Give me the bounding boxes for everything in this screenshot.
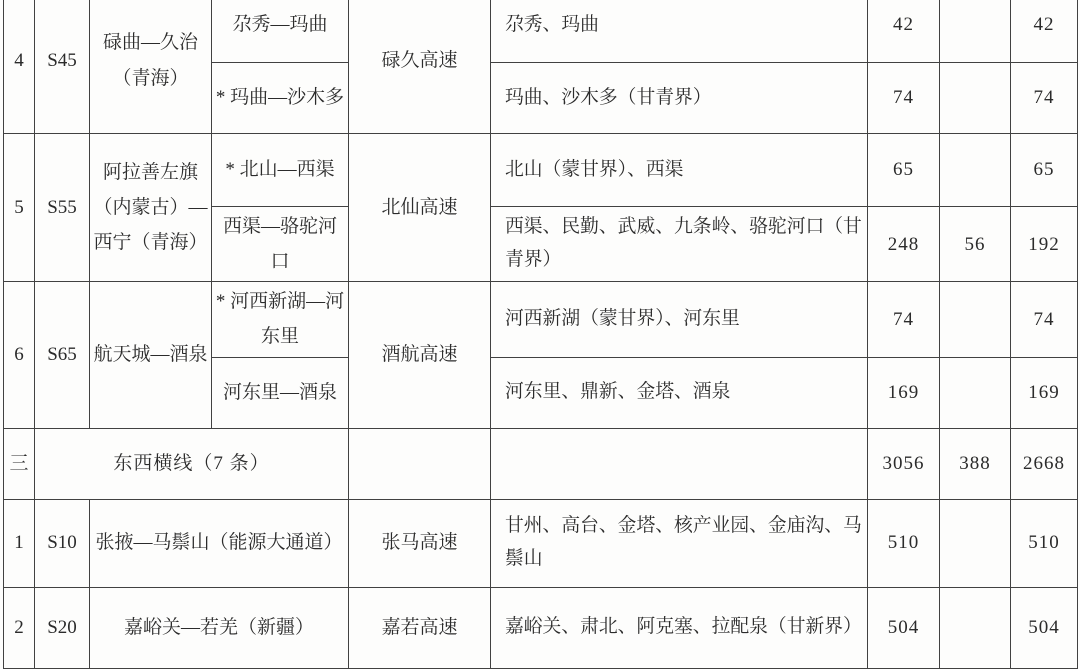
table-row bbox=[4, 499, 1078, 587]
control-points-cell: 甘州、高台、金塔、核产业园、金庙沟、马鬃山 bbox=[491, 499, 868, 587]
distance-total-cell: 65 bbox=[868, 134, 940, 207]
row-index-cell: 6 bbox=[4, 282, 35, 428]
distance-mid-cell bbox=[940, 357, 1011, 428]
control-points-cell: 尕秀、玛曲 bbox=[491, 0, 868, 63]
scanned-table-sheet bbox=[3, 0, 1078, 669]
table-row bbox=[4, 282, 1078, 357]
route-code-cell: S55 bbox=[35, 134, 90, 282]
segment-cell: 尕秀—玛曲 bbox=[212, 0, 349, 63]
control-points-cell: 西渠、民勤、武威、九条岭、骆驼河口（甘青界） bbox=[491, 207, 868, 282]
route-name-cell: 张掖—马鬃山（能源大通道） bbox=[90, 499, 349, 587]
segment-cell: 河东里—酒泉 bbox=[212, 357, 349, 428]
highway-planning-table bbox=[3, 0, 1078, 669]
highway-name-cell: 张马高速 bbox=[349, 499, 491, 587]
distance-mid-cell bbox=[940, 499, 1011, 587]
control-points-cell: 河西新湖（蒙甘界）、河东里 bbox=[491, 282, 868, 357]
row-index-cell: 2 bbox=[4, 587, 35, 668]
distance-mid-cell bbox=[940, 134, 1011, 207]
highway-name-cell: 酒航高速 bbox=[349, 282, 491, 428]
control-points-cell bbox=[491, 428, 868, 499]
route-code-cell: S20 bbox=[35, 587, 90, 668]
distance-total-cell: 74 bbox=[868, 63, 940, 134]
control-points-cell: 嘉峪关、肃北、阿克塞、拉配泉（甘新界） bbox=[491, 587, 868, 668]
route-name-cell: 航天城—酒泉 bbox=[90, 282, 212, 428]
control-points-cell: 北山（蒙甘界）、西渠 bbox=[491, 134, 868, 207]
distance-mid-cell: 388 bbox=[940, 428, 1011, 499]
row-index-cell: 1 bbox=[4, 499, 35, 587]
distance-new-cell: 2668 bbox=[1011, 428, 1078, 499]
distance-total-cell: 169 bbox=[868, 357, 940, 428]
distance-new-cell: 65 bbox=[1011, 134, 1078, 207]
distance-new-cell: 192 bbox=[1011, 207, 1078, 282]
route-name-cell: 碌曲—久治（青海） bbox=[90, 0, 212, 134]
highway-name-cell: 碌久高速 bbox=[349, 0, 491, 134]
distance-total-cell: 42 bbox=[868, 0, 940, 63]
distance-total-cell: 510 bbox=[868, 499, 940, 587]
segment-cell: * 河西新湖—河东里 bbox=[212, 282, 349, 357]
distance-mid-cell bbox=[940, 282, 1011, 357]
distance-mid-cell bbox=[940, 63, 1011, 134]
distance-new-cell: 42 bbox=[1011, 0, 1078, 63]
route-name-cell: 阿拉善左旗（内蒙古）—西宁（青海） bbox=[90, 134, 212, 282]
control-points-cell: 玛曲、沙木多（甘青界） bbox=[491, 63, 868, 134]
distance-mid-cell bbox=[940, 587, 1011, 668]
section-title-cell: 东西横线（7 条） bbox=[35, 428, 349, 499]
section-index-cell: 三 bbox=[4, 428, 35, 499]
highway-name-cell: 嘉若高速 bbox=[349, 587, 491, 668]
segment-cell: * 玛曲—沙木多 bbox=[212, 63, 349, 134]
distance-new-cell: 74 bbox=[1011, 282, 1078, 357]
control-points-cell: 河东里、鼎新、金塔、酒泉 bbox=[491, 357, 868, 428]
row-index-cell: 4 bbox=[4, 0, 35, 134]
highway-name-cell bbox=[349, 428, 491, 499]
route-code-cell: S65 bbox=[35, 282, 90, 428]
distance-total-cell: 248 bbox=[868, 207, 940, 282]
route-name-cell: 嘉峪关—若羌（新疆） bbox=[90, 587, 349, 668]
row-index-cell: 5 bbox=[4, 134, 35, 282]
route-code-cell: S45 bbox=[35, 0, 90, 134]
table-row bbox=[4, 134, 1078, 207]
segment-cell: 西渠—骆驼河口 bbox=[212, 207, 349, 282]
distance-new-cell: 504 bbox=[1011, 587, 1078, 668]
distance-total-cell: 3056 bbox=[868, 428, 940, 499]
segment-cell: * 北山—西渠 bbox=[212, 134, 349, 207]
table-row bbox=[4, 587, 1078, 668]
distance-new-cell: 510 bbox=[1011, 499, 1078, 587]
distance-new-cell: 74 bbox=[1011, 63, 1078, 134]
section-row bbox=[4, 428, 1078, 499]
distance-mid-cell: 56 bbox=[940, 207, 1011, 282]
distance-total-cell: 74 bbox=[868, 282, 940, 357]
route-code-cell: S10 bbox=[35, 499, 90, 587]
table-row bbox=[4, 0, 1078, 63]
distance-total-cell: 504 bbox=[868, 587, 940, 668]
distance-mid-cell bbox=[940, 0, 1011, 63]
distance-new-cell: 169 bbox=[1011, 357, 1078, 428]
highway-name-cell: 北仙高速 bbox=[349, 134, 491, 282]
